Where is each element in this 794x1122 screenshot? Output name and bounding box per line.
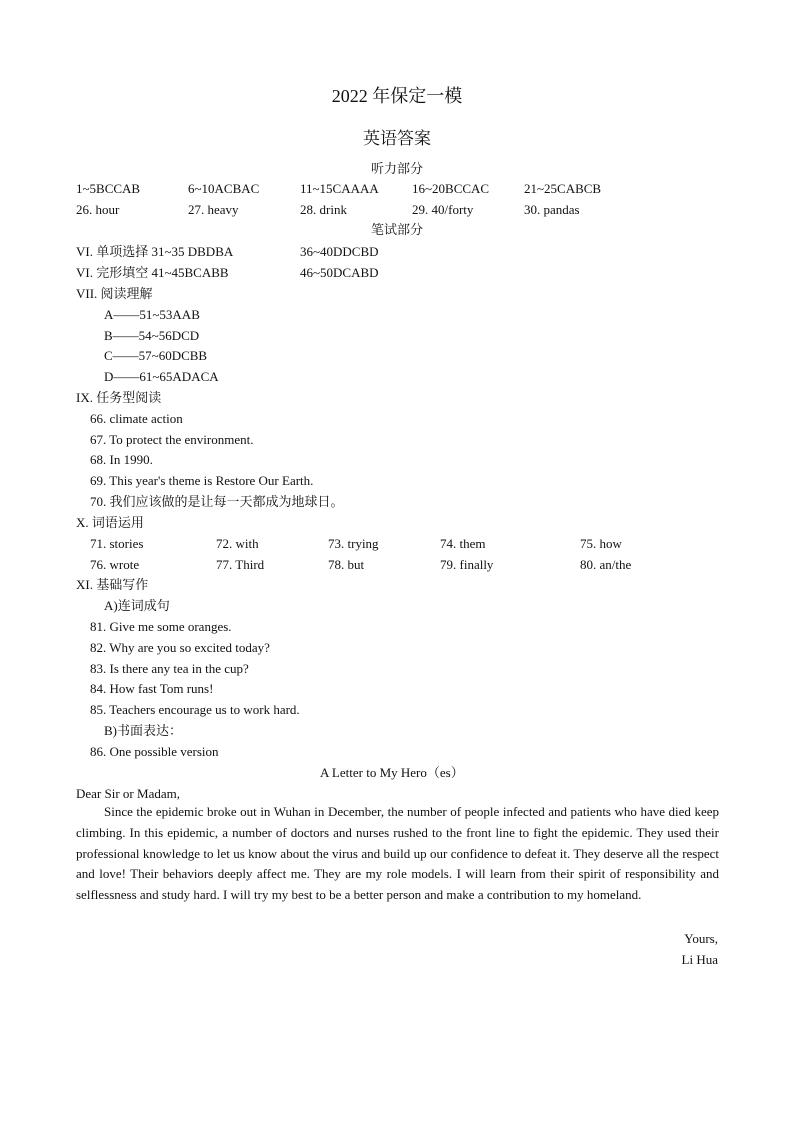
- sentence-answer: 82. Why are you so excited today?: [90, 640, 270, 655]
- word-usage-answer: 77. Third: [216, 557, 265, 572]
- cloze-answers-2: 46~50DCABD: [300, 265, 379, 280]
- writing-heading: XI. 基础写作: [76, 577, 149, 592]
- listening-answer: 21~25CABCB: [524, 181, 602, 196]
- page-subtitle: 英语答案: [363, 129, 431, 148]
- word-usage-answer: 74. them: [440, 536, 486, 551]
- sentence-answer: 83. Is there any tea in the cup?: [90, 661, 249, 676]
- word-usage-answer: 80. an/the: [580, 557, 632, 572]
- letter-closing: Yours,: [684, 931, 718, 946]
- word-usage-answer: 72. with: [216, 536, 259, 551]
- reading-answer: C——57~60DCBB: [104, 348, 208, 363]
- letter-body: Since the epidemic broke out in Wuhan in December, the number of people infected and patients who have died keep climbing. In this epidemic, a number of doctors and nurses rushed to the front line to fight the epidemic. They used their professional knowledge to let us know about the virus and build up our confidence to defeat it. They deserve all the respect and love! Their behaviors deeply affect me. They are my role models. I will learn from their spirit of responsibility and selflessness and study hard. I will try my best to be a better person and make a contribution to my homeland.: [76, 804, 719, 903]
- letter-signature: Li Hua: [681, 952, 718, 967]
- reading-answer: D——61~65ADACA: [104, 369, 219, 384]
- reading-heading: VII. 阅读理解: [76, 286, 153, 301]
- listening-answer: 30. pandas: [524, 202, 580, 217]
- task-reading-answer: 70. 我们应该做的是让每一天都成为地球日。: [90, 494, 344, 509]
- sentence-answer: 84. How fast Tom runs!: [90, 681, 214, 696]
- single-choice-answers: VI. 单项选择 31~35 DBDBA: [76, 244, 234, 259]
- task-reading-answer: 68. In 1990.: [90, 452, 153, 467]
- sample-version-label: 86. One possible version: [90, 744, 219, 759]
- task-reading-answer: 67. To protect the environment.: [90, 432, 254, 447]
- word-usage-answer: 75. how: [580, 536, 622, 551]
- letter-title: A Letter to My Hero（es）: [320, 765, 464, 780]
- listening-answer: 27. heavy: [188, 202, 239, 217]
- listening-answer: 11~15CAAAA: [300, 181, 379, 196]
- sentence-answer: 85. Teachers encourage us to work hard.: [90, 702, 300, 717]
- word-usage-heading: X. 词语运用: [76, 515, 144, 530]
- letter-greeting: Dear Sir or Madam,: [76, 786, 180, 801]
- task-reading-answer: 66. climate action: [90, 411, 183, 426]
- reading-answer: B——54~56DCD: [104, 328, 200, 343]
- listening-heading: 听力部分: [370, 161, 423, 176]
- word-usage-answer: 79. finally: [440, 557, 494, 572]
- task-reading-heading: IX. 任务型阅读: [76, 390, 162, 405]
- word-usage-answer: 71. stories: [90, 536, 144, 551]
- reading-answer: A——51~53AAB: [104, 307, 200, 322]
- single-choice-answers-2: 36~40DDCBD: [300, 244, 379, 259]
- listening-answer: 1~5BCCAB: [76, 181, 141, 196]
- listening-answer: 29. 40/forty: [412, 202, 474, 217]
- cloze-answers: VI. 完形填空 41~45BCABB: [76, 265, 229, 280]
- word-usage-answer: 73. trying: [328, 536, 379, 551]
- page-title: 2022 年保定一模: [331, 86, 463, 106]
- listening-answer: 26. hour: [76, 202, 120, 217]
- writing-part-a: A)连词成句: [104, 598, 170, 613]
- listening-answer: 6~10ACBAC: [188, 181, 260, 196]
- writing-part-b: B)书面表达：: [104, 723, 183, 738]
- task-reading-answer: 69. This year's theme is Restore Our Earth.: [90, 473, 314, 488]
- word-usage-answer: 76. wrote: [90, 557, 140, 572]
- sentence-answer: 81. Give me some oranges.: [90, 619, 232, 634]
- word-usage-answer: 78. but: [328, 557, 365, 572]
- listening-answer: 16~20BCCAC: [412, 181, 490, 196]
- written-heading: 笔试部分: [370, 222, 423, 237]
- listening-answer: 28. drink: [300, 202, 347, 217]
